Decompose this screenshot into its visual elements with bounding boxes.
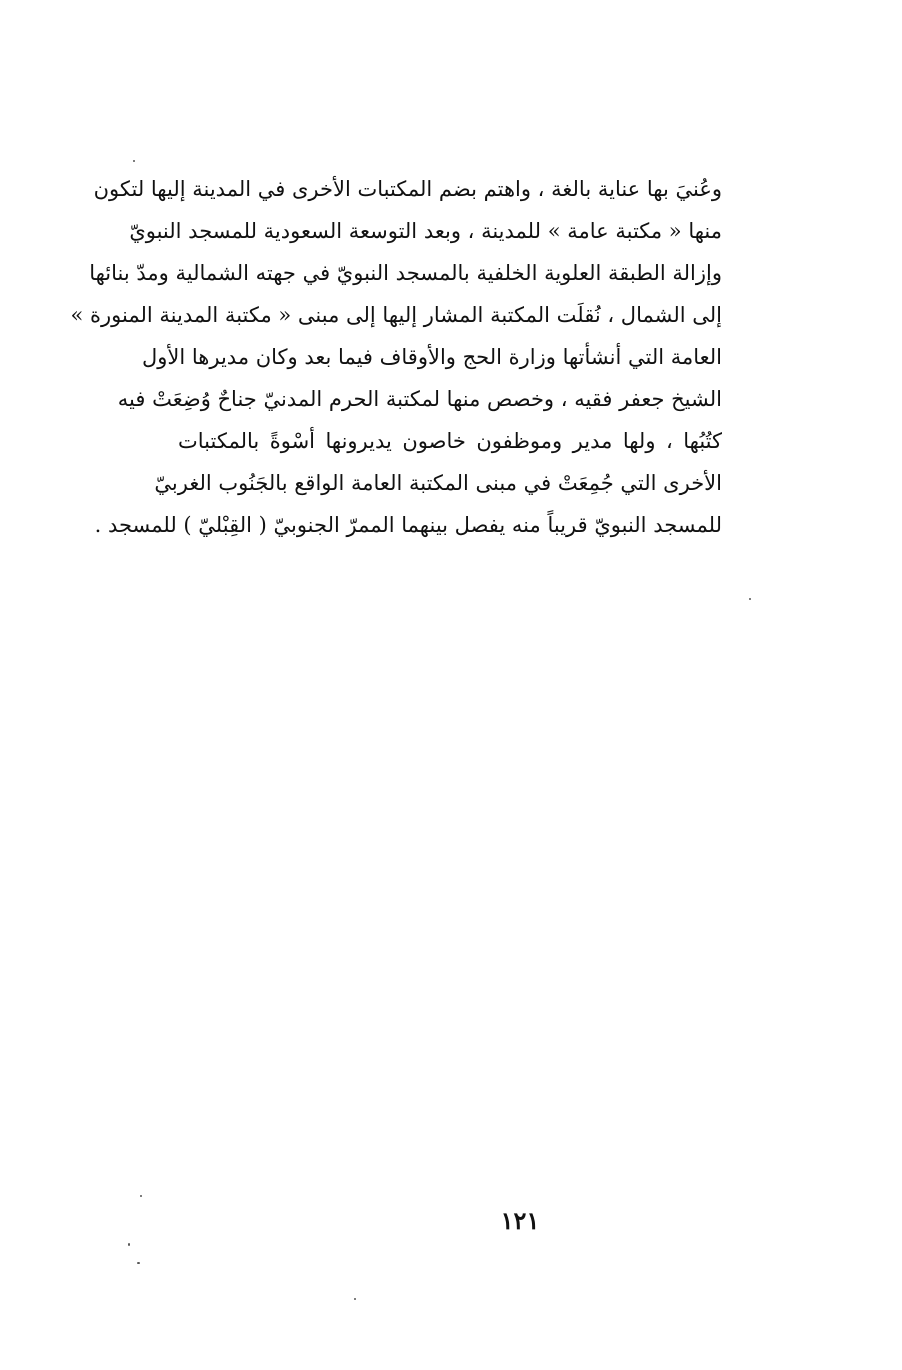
page-number: ١٢١ (500, 1206, 540, 1235)
text-line: الشيخ جعفر فقيه ، وخصص منها لمكتبة الحرم المدنيّ جناحٌ وُضِعَتْ فيه (117, 387, 722, 411)
text-line: منها « مكتبة عامة » للمدينة ، وبعد التوسعة السعودية للمسجد النبويّ (129, 219, 722, 243)
scan-speck (749, 598, 751, 600)
text-line: كتُبُها ، ولها مدير وموظفون خاصون يديرونها أسْوةً بالمكتبات (178, 429, 722, 453)
text-line: وعُنيَ بها عناية بالغة ، واهتم بضم المكتبات الأخرى في المدينة إليها لتكون (93, 177, 722, 201)
body-text (70, 168, 722, 546)
scan-speck (137, 1262, 140, 1264)
text-line: العامة التي أنشأتها وزارة الحج والأوقاف فيما بعد وكان مديرها الأول (142, 345, 722, 369)
text-line: الأخرى التي جُمِعَتْ في مبنى المكتبة العامة الواقع بالجَنُوب الغربيّ (154, 471, 722, 495)
scan-speck (140, 1195, 142, 1197)
text-line: إلى الشمال ، نُقلَت المكتبة المشار إليها إلى مبنى « مكتبة المدينة المنورة » (70, 303, 722, 327)
scan-speck (354, 1298, 356, 1300)
scan-speck (133, 160, 135, 162)
text-line: وإزالة الطبقة العلوية الخلفية بالمسجد النبويّ في جهته الشمالية ومدّ بنائها (89, 261, 722, 285)
text-line: للمسجد النبويّ قريباً منه يفصل بينهما الممرّ الجنوبيّ ( القِبْليّ ) للمسجد . (94, 513, 722, 537)
scan-speck (128, 1243, 130, 1246)
